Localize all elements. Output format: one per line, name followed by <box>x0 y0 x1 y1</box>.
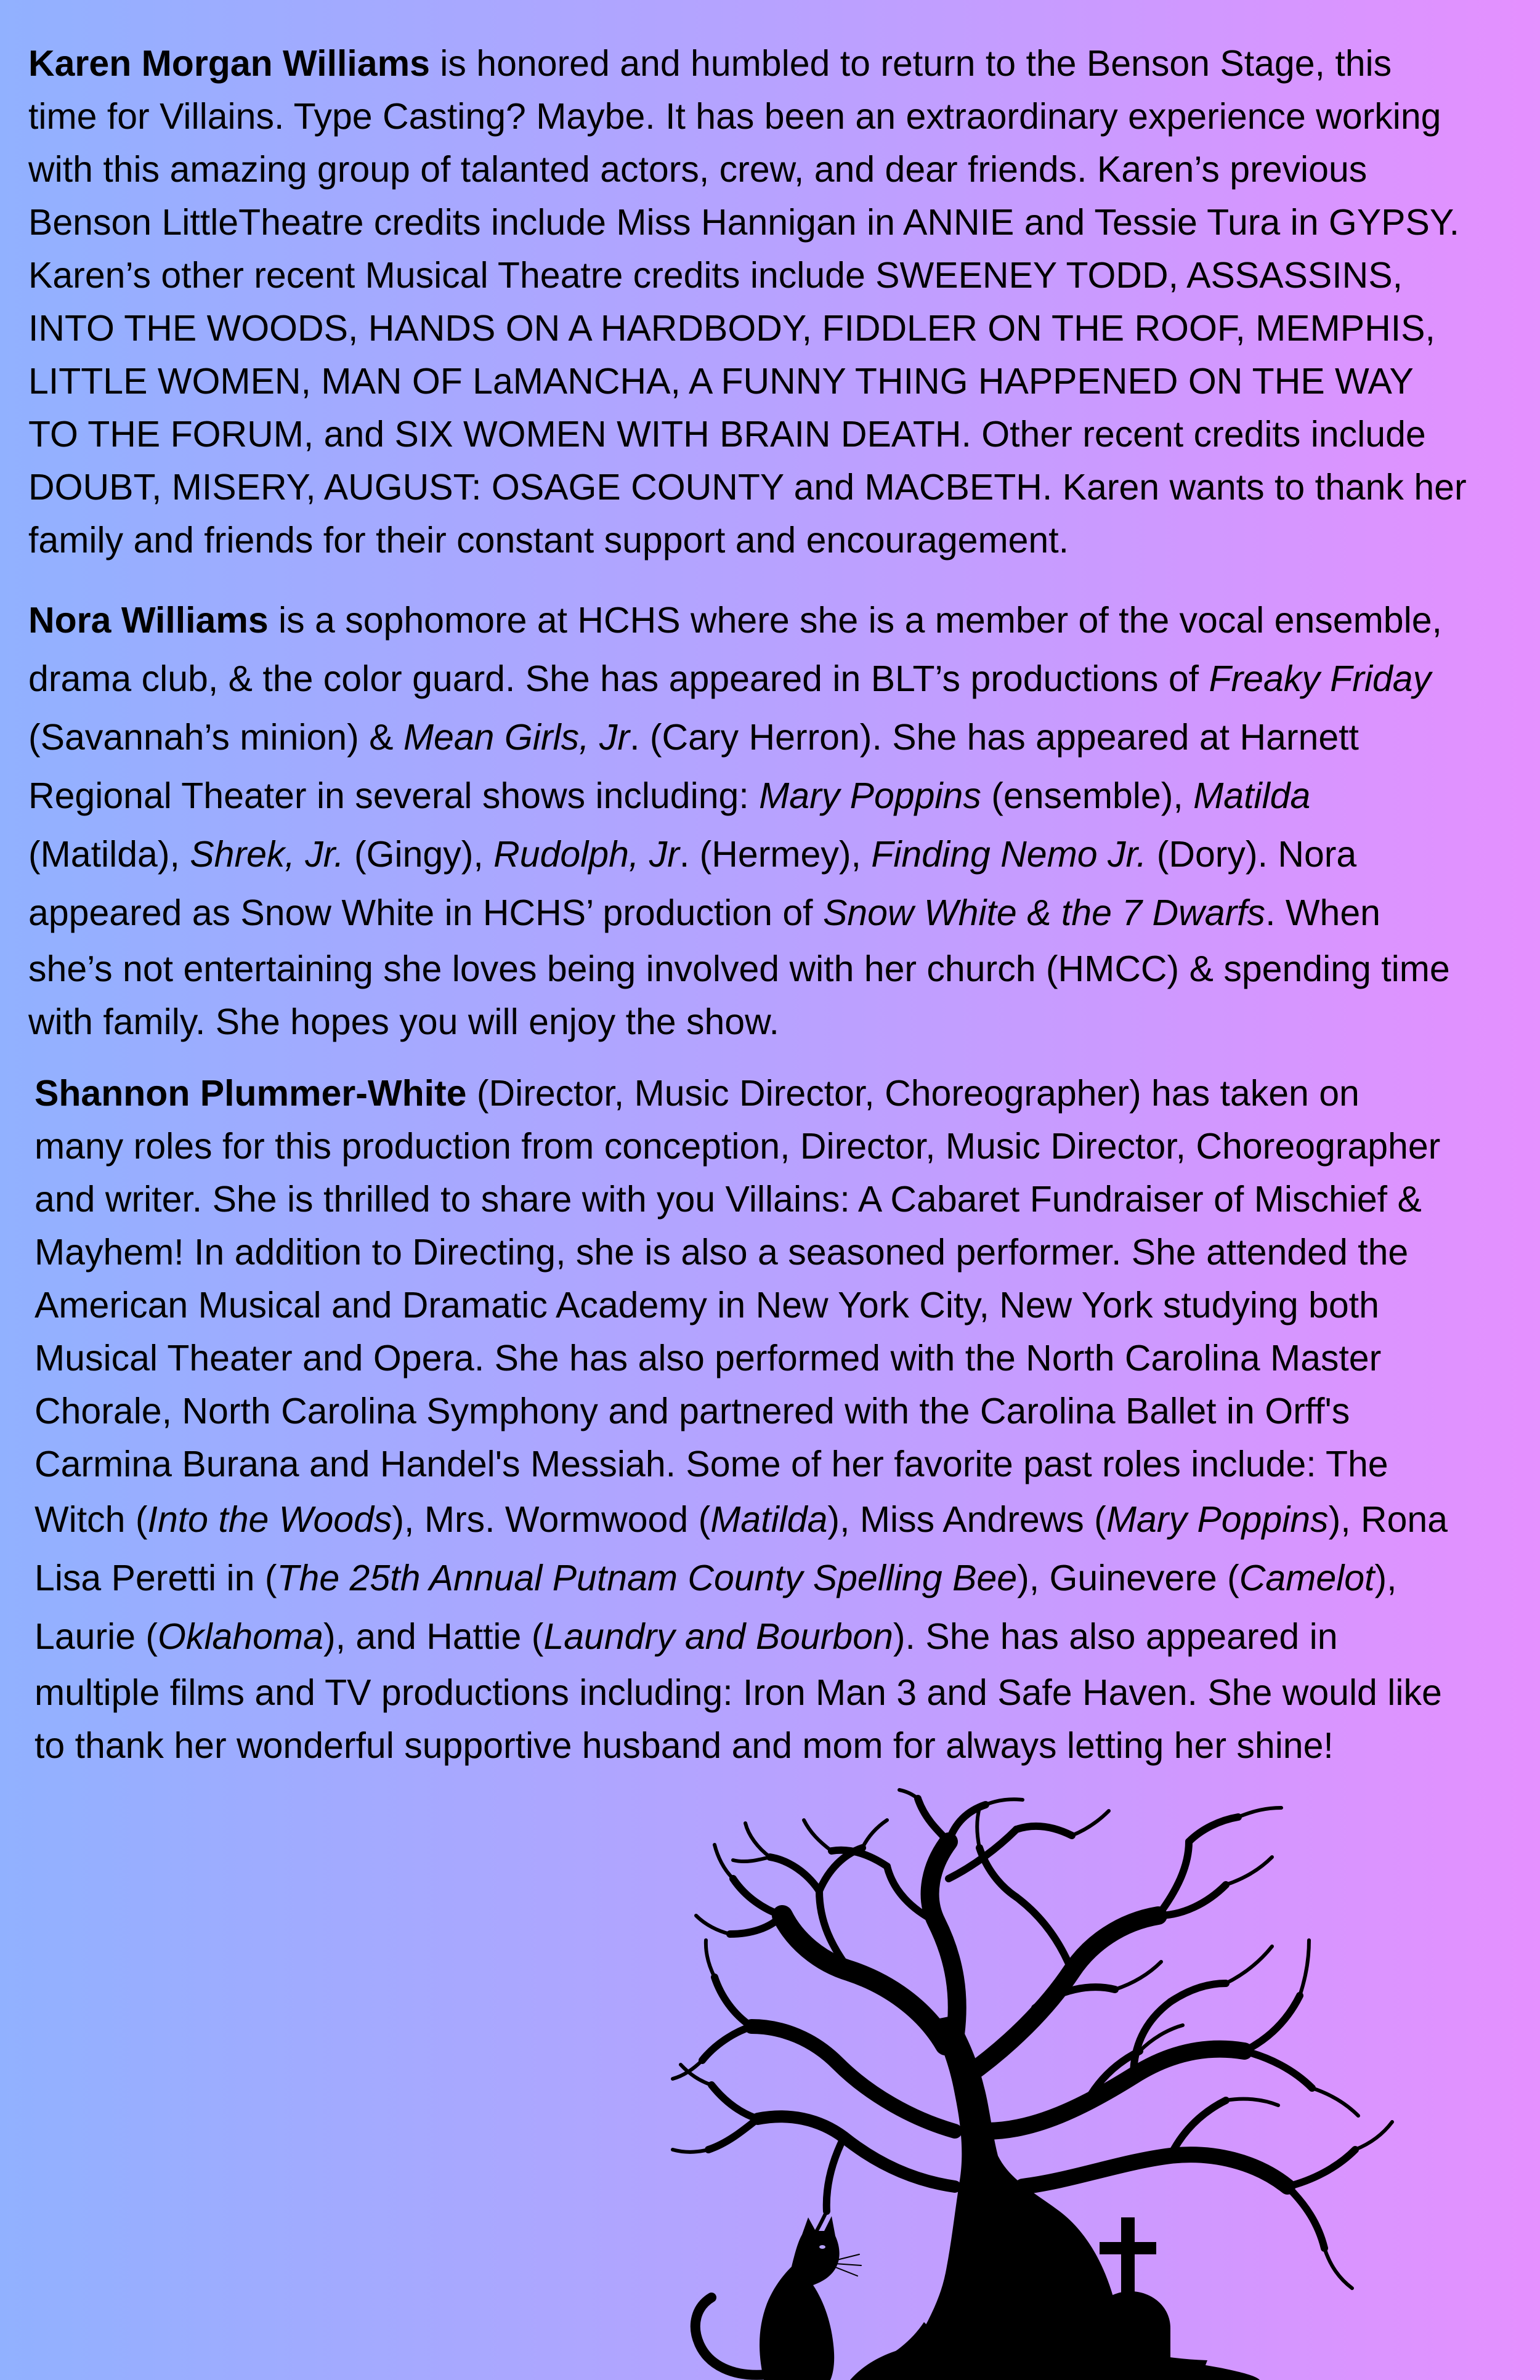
bio-line <box>28 825 1519 884</box>
bio-line: with family. She hopes you will enjoy the show. <box>28 1002 779 1042</box>
show-title: Oklahoma <box>158 1616 323 1657</box>
bio-line <box>28 37 1519 90</box>
bio-text: (Director, Music Director, Choreographer) has taken on <box>466 1073 1360 1114</box>
show-title: Mary Poppins <box>1106 1499 1329 1540</box>
bio-line: LITTLE WOMEN, MAN OF LaMANCHA, A FUNNY THING HAPPENED ON THE WAY <box>28 361 1414 402</box>
bio-line <box>28 767 1519 825</box>
bio-line <box>34 1067 1525 1120</box>
show-title: Finding Nemo Jr. <box>871 834 1147 875</box>
bio-text: Laurie ( <box>34 1616 158 1657</box>
bio-text: appeared as Snow White in HCHS’ production of <box>28 892 823 933</box>
bio-karen-morgan-williams <box>28 37 1519 567</box>
bio-line <box>28 650 1519 708</box>
bio-text: Regional Theater in several shows including: <box>28 775 760 816</box>
bio-text: ). She has also appeared in <box>893 1616 1338 1657</box>
bio-text: (Matilda), <box>28 834 190 875</box>
bio-line: she’s not entertaining she loves being involved with her church (HMCC) & spending time <box>28 949 1450 989</box>
bio-line: many roles for this production from conception, Director, Music Director, Choreographer <box>34 1126 1441 1167</box>
bio-line <box>28 708 1519 767</box>
bio-text: ), Mrs. Wormwood ( <box>392 1499 711 1540</box>
cast-name: Nora Williams <box>28 600 269 641</box>
bio-line: DOUBT, MISERY, AUGUST: OSAGE COUNTY and MACBETH. Karen wants to thank her <box>28 467 1467 508</box>
bio-line <box>34 1491 1525 1549</box>
show-title: Mary Poppins <box>759 775 981 816</box>
bio-line <box>34 1549 1525 1608</box>
show-title: Matilda <box>1193 775 1311 816</box>
bio-text: . When <box>1265 892 1380 933</box>
bio-line: American Musical and Dramatic Academy in New York City, New York studying both <box>34 1285 1379 1326</box>
bio-line: TO THE FORUM, and SIX WOMEN WITH BRAIN DEATH. Other recent credits include <box>28 414 1426 455</box>
bio-line: with this amazing group of talanted actors, crew, and dear friends. Karen’s previous <box>28 149 1368 190</box>
bio-text: ), <box>1374 1558 1397 1598</box>
bio-text: (Savannah’s minion) & <box>28 717 403 758</box>
show-title: Shrek, Jr. <box>190 834 344 875</box>
cast-name: Shannon Plummer-White <box>34 1073 467 1114</box>
show-title: Into the Woods <box>147 1499 392 1540</box>
bio-line: Benson LittleTheatre credits include Miss Hannigan in ANNIE and Tessie Tura in GYPSY. <box>28 202 1460 243</box>
bio-text: . (Hermey), <box>679 834 872 875</box>
bio-nora-williams <box>28 591 1519 1048</box>
bio-text: ), Rona <box>1328 1499 1448 1540</box>
bio-text: ), and Hattie ( <box>323 1616 544 1657</box>
show-title: Camelot <box>1239 1558 1375 1598</box>
bio-line: multiple films and TV productions including: Iron Man 3 and Safe Haven. She would like <box>34 1672 1442 1713</box>
spooky-tree-illustration <box>665 1786 1515 2380</box>
cast-name: Karen Morgan Williams <box>28 43 430 84</box>
bio-text: . (Cary Herron). She has appeared at Harnett <box>630 717 1359 758</box>
bio-text: (Dory). Nora <box>1146 834 1357 875</box>
bio-line: Chorale, North Carolina Symphony and partnered with the Carolina Ballet in Orff's <box>34 1391 1350 1431</box>
bio-shannon-plummer-white <box>34 1067 1525 1772</box>
show-title: Rudolph, Jr <box>493 834 679 875</box>
bio-line: INTO THE WOODS, HANDS ON A HARDBODY, FIDDLER ON THE ROOF, MEMPHIS, <box>28 308 1435 349</box>
bio-line <box>28 591 1519 650</box>
show-title: Matilda <box>710 1499 828 1540</box>
bio-line: time for Villains. Type Casting? Maybe. It has been an extraordinary experience working <box>28 96 1441 137</box>
bio-text: Witch ( <box>34 1499 148 1540</box>
bio-text: drama club, & the color guard. She has appeared in BLT’s productions of <box>28 658 1209 699</box>
bio-text: (Gingy), <box>344 834 494 875</box>
bio-line <box>28 884 1519 942</box>
show-title: The 25th Annual Putnam County Spelling Bee <box>277 1558 1018 1598</box>
show-title: Freaky Friday <box>1209 658 1432 699</box>
bio-line: Musical Theater and Opera. She has also performed with the North Carolina Master <box>34 1338 1382 1378</box>
bio-line: Mayhem! In addition to Directing, she is also a seasoned performer. She attended the <box>34 1232 1409 1273</box>
bio-text: ), Miss Andrews ( <box>827 1499 1106 1540</box>
bio-text: is honored and humbled to return to the Benson Stage, this <box>429 43 1392 84</box>
bio-line: Carmina Burana and Handel's Messiah. Some of her favorite past roles include: The <box>34 1444 1388 1484</box>
bio-line: to thank her wonderful supportive husband and mom for always letting her shine! <box>34 1725 1334 1766</box>
show-title: Snow White & the 7 Dwarfs <box>822 892 1266 933</box>
bio-text: Lisa Peretti in ( <box>34 1558 277 1598</box>
bio-text: (ensemble), <box>981 775 1194 816</box>
bio-line: Karen’s other recent Musical Theatre credits include SWEENEY TODD, ASSASSINS, <box>28 255 1403 296</box>
bio-line <box>34 1608 1525 1666</box>
bio-line: family and friends for their constant support and encouragement. <box>28 520 1069 561</box>
show-title: Mean Girls, Jr <box>403 717 630 758</box>
black-cat-icon <box>695 2216 861 2380</box>
show-title: Laundry and Bourbon <box>543 1616 893 1657</box>
bio-line: and writer. She is thrilled to share with you Villains: A Cabaret Fundraiser of Mischief & <box>34 1179 1422 1220</box>
bio-text: ), Guinevere ( <box>1017 1558 1239 1598</box>
bio-text: is a sophomore at HCHS where she is a member of the vocal ensemble, <box>268 600 1442 641</box>
